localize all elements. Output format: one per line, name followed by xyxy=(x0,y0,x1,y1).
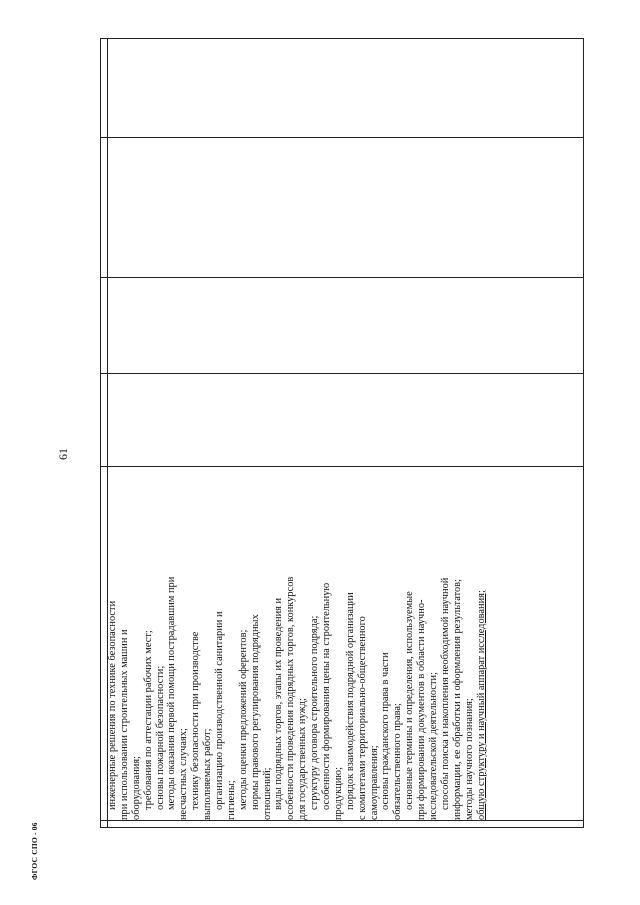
content-line: основные термины и определения, используемые xyxy=(404,591,416,810)
content-line: общую структуру и научный аппарат исследования; xyxy=(475,590,487,820)
content-line: методы оказания первой помощи пострадавшим при xyxy=(166,576,178,810)
content-line: особенности проведения подрядных торгов, конкурсов xyxy=(285,576,297,820)
content-line: отношений; xyxy=(261,767,273,820)
content-line: гигиены; xyxy=(225,780,237,820)
content-line: методы оценки предложений оферентов; xyxy=(237,629,249,810)
row-divider-3 xyxy=(100,373,584,374)
content-line: оборудования; xyxy=(130,756,142,820)
content-line: особенности формирования цены на строительную xyxy=(321,582,333,810)
content-line: выполняемых работ; xyxy=(202,728,214,820)
content-line: основы пожарной безопасности; xyxy=(154,665,166,810)
content-cell xyxy=(107,466,584,820)
content-line: несчастных случаях; xyxy=(178,728,190,820)
content-line: способы поиска и накопления необходимой научной xyxy=(439,577,451,810)
content-line: инженерные решения по технике безопасности xyxy=(107,600,118,810)
footer-code-text: ФГОС СПО - 06 xyxy=(30,822,39,880)
content-line: информации, ее обработки и оформления результатов; xyxy=(451,579,463,820)
content-line: самоуправления; xyxy=(368,745,380,820)
content-line: продукцию; xyxy=(332,767,344,820)
content-line: при формировании документов в области научно- xyxy=(416,599,428,820)
page-number xyxy=(52,438,82,478)
row-divider-5 xyxy=(100,820,584,821)
content-line: исследовательской деятельности; xyxy=(428,672,440,820)
content-line: при использовании строительных машин и xyxy=(118,629,130,820)
content-lines xyxy=(107,470,488,820)
content-line: для государственных нужд; xyxy=(297,698,309,820)
content-line: основы гражданского права в части xyxy=(380,652,392,810)
content-rotated xyxy=(107,470,584,820)
content-line: методы научного познания; xyxy=(463,698,475,820)
content-line: порядок взаимодействия подрядной организации xyxy=(344,592,356,810)
content-line: нормы правового регулирования подрядных xyxy=(249,614,261,810)
content-line: виды подрядных торгов, этапы их проведения и xyxy=(273,597,285,810)
page-number-text: 61 xyxy=(56,448,70,460)
content-line: структуру договора строительного подряда; xyxy=(309,615,321,810)
content-line: организацию производственной санитарии и xyxy=(214,611,226,810)
row-divider-2 xyxy=(100,277,584,278)
content-line: обязательственного права; xyxy=(392,703,404,820)
footer-code xyxy=(28,810,46,890)
content-line: с комитетами территориально-общественного xyxy=(356,616,368,820)
content-line: технику безопасности при производстве xyxy=(190,631,202,810)
row-divider-1 xyxy=(100,137,584,138)
content-line: требования по аттестации рабочих мест; xyxy=(142,630,154,810)
